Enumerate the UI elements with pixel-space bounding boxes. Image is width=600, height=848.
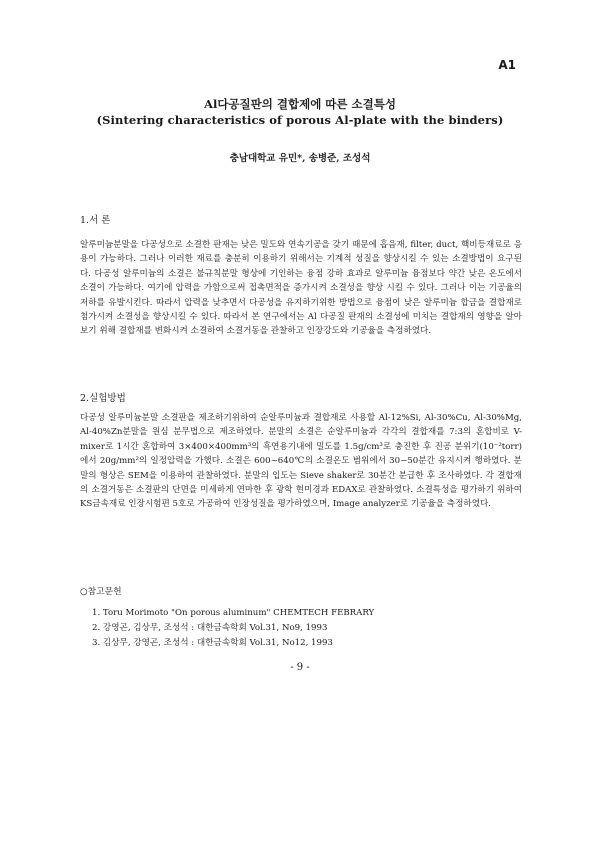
author-line: 충남대학교 유민*, 송병준, 조성석 — [229, 153, 371, 164]
paper-title-english: (Sintering characteristics of porous Al-plate with the binders) — [96, 113, 504, 127]
reference-item: 1. Toru Morimoto "On porous aluminum" CHEMTECH FEBRARY — [92, 608, 375, 618]
methods-body — [80, 411, 522, 512]
section-heading-methods: 2.실험방법 — [80, 393, 126, 404]
introduction-paragraph: 알루미늄분말을 다공성으로 소결한 판재는 낮은 밀도와 연속기공을 갖기 때문에 흡음재, filter, duct, 핵비등재료로 응용이 가능하다. 그러나 이러한 재료를 충분히 이용하기 위해서는 기계적 성질을 향상시킬 수 있는 소결방법이 요구된다. 다공성 알루미늄의 소결은 불규칙분말 형상에 기인하는 융점 강하 효과로 알루미늄 융점보다 약간 낮은 온도에서 소결이 가능하다. 여기에 압력을 가함으로써 접촉면적을 증가시켜 소결성을 향상 시킬 수 있다. 그러나 이는 기공율의 저하를 유발시킨다. 따라서 압력을 낮추면서 다공성을 유지하기위한 방법으로 융점이 낮은 알루미늄 합금을 결합재로 첨가시켜 소결성을 향상시킬 수 있다. 따라서 본 연구에서는 Al 다공질 판재의 소결성에 미치는 결합재의 영향을 알아보기 위해 결합재를 변화시켜 소결하여 소결거동을 관찰하고 인장강도와 기공율을 측정하였다. — [80, 240, 522, 337]
references-heading: ○참고문헌 — [80, 587, 122, 597]
reference-list — [92, 606, 522, 651]
reference-item: 3. 김상무, 강영곤, 조성석 : 대한금속학회 Vol.31, No12, 1993 — [92, 638, 333, 648]
page-number: - 9 - — [290, 662, 310, 673]
methods-paragraph: 다공성 알루미늄분말 소결판을 제조하기위하여 순알루미늄과 결합재로 사용할 Al-12%Si, Al-30%Cu, Al-30%Mg, Al-40%Zn분말을 원심 분무법으로 제조하였다. 분말의 소결은 순알루미늄과 각각의 결합재를 7:3의 혼합비로 V-mixer로 1시간 혼합하여 3×400×400mm³의 흑연용기내에 밀도를 1.5g/cm³로 충진한 후 진공 분위기(10⁻²torr)에서 20g/mm²의 일정압력을 가했다. 소결은 600~640℃의 소결온도 범위에서 30~50분간 유지시켜 행하였다. 분말의 형상은 SEM을 이용하여 관찰하였다. 분말의 입도는 Sieve shaker로 30분간 분급한 후 조사하였다. 각 결합재의 소결거동은 소결판의 단면을 미세하게 연마한 후 광학 현미경과 EDAX로 관찰하였다. 소결특성을 평가하기 위하여 KS금속재료 인장시험편 5호로 가공하여 인장성질을 평가하였으며, Image analyzer로 기공율을 측정하였다. — [80, 413, 522, 510]
paper-id-tag: A1 — [498, 58, 516, 72]
paper-title-korean: Al다공질판의 결합제에 따른 소결특성 — [204, 97, 396, 111]
reference-item: 2. 강영곤, 김상무, 조성석 : 대한금속학회 Vol.31, No9, 1993 — [92, 623, 328, 633]
section-heading-introduction: 1.서 론 — [80, 215, 111, 226]
introduction-body — [80, 238, 522, 339]
